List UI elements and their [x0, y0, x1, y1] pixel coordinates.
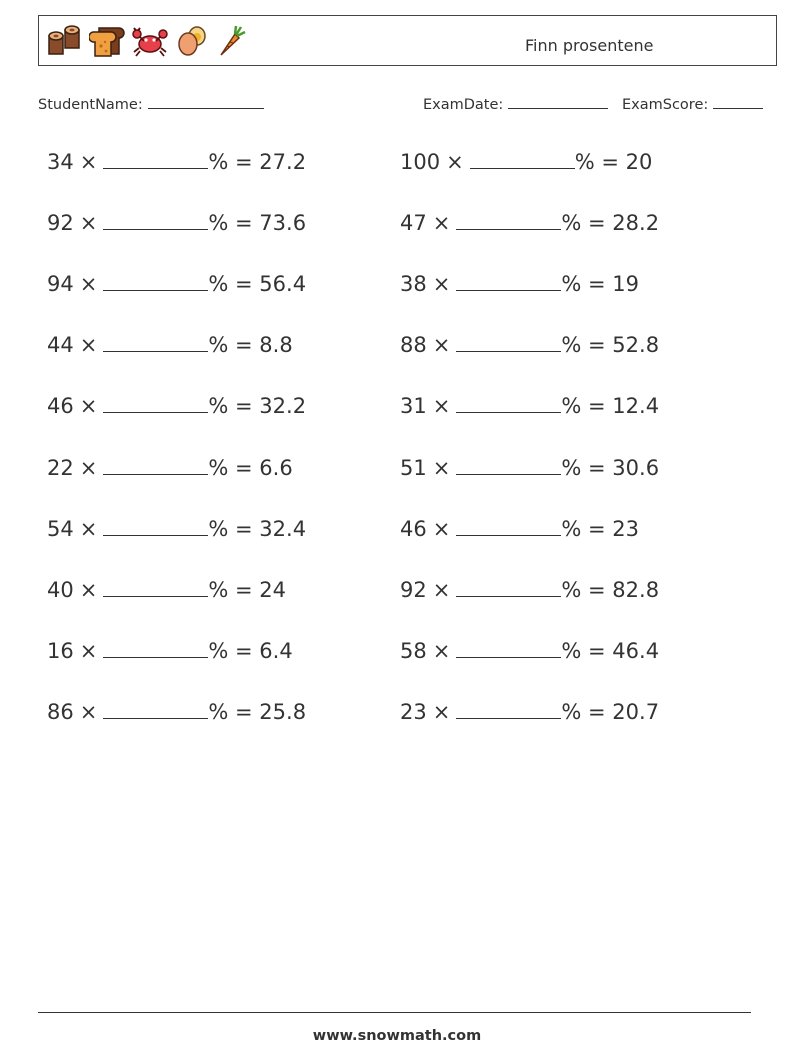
answer-blank[interactable] — [456, 211, 561, 230]
problem-left-2 — [47, 206, 306, 240]
times-sign: × — [432, 455, 451, 480]
percent-sign: % — [561, 699, 582, 724]
times-sign: × — [79, 516, 98, 541]
times-sign: × — [79, 272, 98, 297]
problem-result: 19 — [612, 272, 640, 297]
equals-sign: = — [235, 272, 253, 297]
problem-left-5 — [47, 389, 306, 423]
times-sign: × — [79, 455, 98, 480]
problem-operand: 16 — [47, 638, 74, 663]
problem-result: 32.4 — [259, 516, 307, 541]
times-sign: × — [79, 150, 98, 174]
percent-sign: % — [208, 333, 229, 358]
problem-operand: 100 — [400, 150, 441, 174]
equals-sign: = — [588, 211, 606, 236]
times-sign: × — [432, 638, 451, 663]
problem-result: 73.6 — [259, 211, 307, 236]
problem-result: 82.8 — [612, 577, 660, 602]
percent-sign: % — [208, 150, 229, 174]
problem-left-6 — [47, 451, 293, 485]
equals-sign: = — [235, 516, 253, 541]
problem-result: 23 — [612, 516, 640, 541]
percent-sign: % — [208, 516, 229, 541]
answer-blank[interactable] — [456, 333, 561, 352]
bread-icon — [89, 24, 125, 58]
problem-result: 46.4 — [612, 638, 660, 663]
problem-operand: 51 — [400, 455, 427, 480]
exam-score-field — [622, 94, 763, 113]
times-sign: × — [432, 211, 451, 236]
problem-operand: 23 — [400, 699, 427, 724]
answer-blank[interactable] — [103, 150, 208, 169]
problem-result: 12.4 — [612, 394, 660, 419]
problem-left-4 — [47, 328, 293, 362]
icon-strip — [47, 22, 247, 60]
answer-blank[interactable] — [103, 700, 208, 719]
problem-left-7 — [47, 512, 306, 546]
exam-date-blank[interactable] — [508, 94, 608, 109]
percent-sign: % — [208, 211, 229, 236]
equals-sign: = — [235, 211, 253, 236]
problem-left-8 — [47, 573, 286, 607]
problem-operand: 22 — [47, 455, 74, 480]
answer-blank[interactable] — [470, 150, 575, 169]
problem-right-10 — [400, 695, 659, 729]
problem-result: 20.7 — [612, 699, 660, 724]
problem-operand: 34 — [47, 150, 74, 174]
equals-sign: = — [588, 638, 606, 663]
equals-sign: = — [235, 455, 253, 480]
problem-operand: 38 — [400, 272, 427, 297]
times-sign: × — [446, 150, 464, 174]
percent-sign: % — [208, 394, 229, 419]
answer-blank[interactable] — [103, 394, 208, 413]
equals-sign: = — [588, 577, 606, 602]
problem-left-9 — [47, 634, 293, 668]
exam-score-blank[interactable] — [713, 94, 763, 109]
percent-sign: % — [208, 272, 229, 297]
problem-right-2 — [400, 206, 659, 240]
answer-blank[interactable] — [456, 394, 561, 413]
problem-result: 6.4 — [259, 638, 293, 663]
equals-sign: = — [235, 394, 253, 419]
problem-left-1 — [47, 145, 306, 179]
answer-blank[interactable] — [456, 517, 561, 536]
problem-operand: 88 — [400, 333, 427, 358]
problem-operand: 94 — [47, 272, 74, 297]
problem-operand: 54 — [47, 516, 74, 541]
footer-url: www.snowmath.com — [312, 1028, 482, 1044]
problem-operand: 86 — [47, 699, 74, 724]
problem-operand: 58 — [400, 638, 427, 663]
footer-divider — [38, 1012, 751, 1013]
equals-sign: = — [235, 150, 253, 174]
equals-sign: = — [588, 516, 606, 541]
times-sign: × — [79, 211, 98, 236]
exam-date-label: ExamDate: — [423, 97, 504, 113]
problem-right-8 — [400, 573, 659, 607]
eggs-icon — [175, 24, 211, 58]
percent-sign: % — [561, 333, 582, 358]
carrot-icon — [217, 24, 247, 58]
percent-sign: % — [208, 699, 229, 724]
times-sign: × — [432, 272, 451, 297]
answer-blank[interactable] — [456, 578, 561, 597]
student-name-field — [38, 94, 264, 113]
answer-blank[interactable] — [103, 333, 208, 352]
problem-result: 27.2 — [259, 150, 307, 174]
problem-result: 24 — [259, 577, 287, 602]
percent-sign: % — [561, 455, 582, 480]
times-sign: × — [79, 577, 98, 602]
equals-sign: = — [588, 272, 606, 297]
exam-score-label: ExamScore: — [622, 97, 709, 113]
equals-sign: = — [235, 333, 253, 358]
problem-right-5 — [400, 389, 659, 423]
logs-icon — [47, 24, 83, 58]
equals-sign: = — [601, 150, 619, 174]
problem-result: 28.2 — [612, 211, 660, 236]
problem-result: 6.6 — [259, 455, 293, 480]
answer-blank[interactable] — [103, 578, 208, 597]
problem-operand: 92 — [400, 577, 427, 602]
times-sign: × — [432, 516, 451, 541]
crab-icon — [131, 24, 169, 58]
percent-sign: % — [561, 394, 582, 419]
problem-result: 56.4 — [259, 272, 307, 297]
percent-sign: % — [561, 211, 582, 236]
student-name-blank[interactable] — [148, 94, 264, 109]
problem-right-6 — [400, 451, 659, 485]
answer-blank[interactable] — [103, 639, 208, 658]
problem-right-7 — [400, 512, 639, 546]
answer-blank[interactable] — [456, 639, 561, 658]
problem-operand: 92 — [47, 211, 74, 236]
equals-sign: = — [235, 577, 253, 602]
worksheet-title: Finn prosentene — [525, 36, 654, 55]
percent-sign: % — [208, 455, 229, 480]
percent-sign: % — [208, 577, 229, 602]
percent-sign: % — [561, 577, 582, 602]
times-sign: × — [79, 333, 98, 358]
answer-blank[interactable] — [103, 272, 208, 291]
percent-sign: % — [574, 150, 595, 174]
problem-left-3 — [47, 267, 306, 301]
problem-operand: 46 — [47, 394, 74, 419]
problem-operand: 31 — [400, 394, 427, 419]
answer-blank[interactable] — [456, 272, 561, 291]
problem-operand: 40 — [47, 577, 74, 602]
problem-result: 8.8 — [259, 333, 293, 358]
percent-sign: % — [561, 638, 582, 663]
problem-operand: 44 — [47, 333, 74, 358]
problem-result: 25.8 — [259, 699, 307, 724]
equals-sign: = — [588, 699, 606, 724]
percent-sign: % — [208, 638, 229, 663]
problem-right-4 — [400, 328, 659, 362]
problem-operand: 47 — [400, 211, 427, 236]
student-name-label: StudentName: — [38, 97, 143, 113]
exam-date-field — [423, 94, 608, 113]
equals-sign: = — [588, 455, 606, 480]
times-sign: × — [432, 394, 451, 419]
problem-result: 52.8 — [612, 333, 660, 358]
worksheet-header — [38, 15, 777, 66]
times-sign: × — [79, 394, 98, 419]
answer-blank[interactable] — [456, 456, 561, 475]
problem-right-9 — [400, 634, 659, 668]
problem-result: 32.2 — [259, 394, 307, 419]
problem-left-10 — [47, 695, 306, 729]
times-sign: × — [432, 333, 451, 358]
answer-blank[interactable] — [103, 517, 208, 536]
problem-right-1 — [400, 145, 652, 179]
percent-sign: % — [561, 272, 582, 297]
percent-sign: % — [561, 516, 582, 541]
problem-result: 30.6 — [612, 455, 660, 480]
times-sign: × — [79, 699, 98, 724]
problem-result: 20 — [625, 150, 653, 174]
times-sign: × — [79, 638, 98, 663]
problem-right-3 — [400, 267, 639, 301]
equals-sign: = — [235, 638, 253, 663]
times-sign: × — [432, 699, 451, 724]
answer-blank[interactable] — [103, 211, 208, 230]
answer-blank[interactable] — [103, 456, 208, 475]
answer-blank[interactable] — [456, 700, 561, 719]
problem-operand: 46 — [400, 516, 427, 541]
equals-sign: = — [588, 333, 606, 358]
equals-sign: = — [588, 394, 606, 419]
times-sign: × — [432, 577, 451, 602]
equals-sign: = — [235, 699, 253, 724]
